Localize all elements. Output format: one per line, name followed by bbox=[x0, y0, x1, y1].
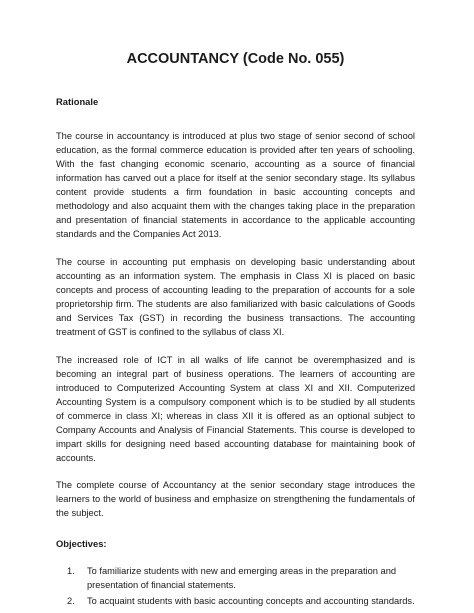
objective-text: To familiarize students with new and emerging areas in the preparation and presentation of financial statements. bbox=[87, 566, 397, 590]
objective-item-2 bbox=[67, 594, 415, 608]
rationale-paragraph-3: The increased role of ICT in all walks of life cannot be overemphasized and is becoming an integral part of business operations. The learners of accounting are introduced to Computerized Accounting System at class XI and XII. Computerized Accounting System is a compulsory component which is to be studied by all students of commerce in class XI; whereas in class XII it is offered as an optional subject to Company Accounts and Analysis of Financial Statements. This course is developed to impart skills for designing need based accounting database for maintaining book of accounts. bbox=[56, 355, 415, 463]
rationale-heading: Rationale bbox=[56, 96, 99, 107]
document-title: ACCOUNTANCY (Code No. 055) bbox=[126, 51, 345, 67]
rationale-paragraph-2: The course in accounting put emphasis on developing basic understanding about accounting as an information system. The emphasis in Class XI is placed on basic concepts and process of accounting leading to the preparation of accounts for a sole proprietorship firm. The students are also familiarized with basic calculations of Goods and Services Tax (GST) in recording the business transactions. The accounting treatment of GST is confined to the syllabus of class XI. bbox=[56, 257, 415, 337]
objective-number: 2. bbox=[67, 596, 75, 606]
objectives-heading: Objectives: bbox=[56, 538, 107, 549]
rationale-paragraph-1: The course in accountancy is introduced at plus two stage of senior second of school education, as the formal commerce education is provided after ten years of schooling. With the fast changing economic scenario, accounting as a source of financial information has carved out a place for itself at the senior secondary stage. Its syllabus content provide students a firm foundation in basic accounting concepts and methodology and also acquaint them with the changes taking place in the preparation and presentation of financial statements in accordance to the applicable accounting standards and the Companies Act 2013. bbox=[56, 131, 415, 239]
rationale-paragraph-4: The complete course of Accountancy at the senior secondary stage introduces the learners to the world of business and emphasize on strengthening the fundamentals of the subject. bbox=[56, 480, 415, 518]
objective-number: 1. bbox=[67, 566, 75, 576]
objective-text: To acquaint students with basic accounting concepts and accounting standards. bbox=[87, 596, 415, 606]
objective-item-1 bbox=[67, 564, 415, 592]
objectives-list bbox=[56, 564, 415, 608]
